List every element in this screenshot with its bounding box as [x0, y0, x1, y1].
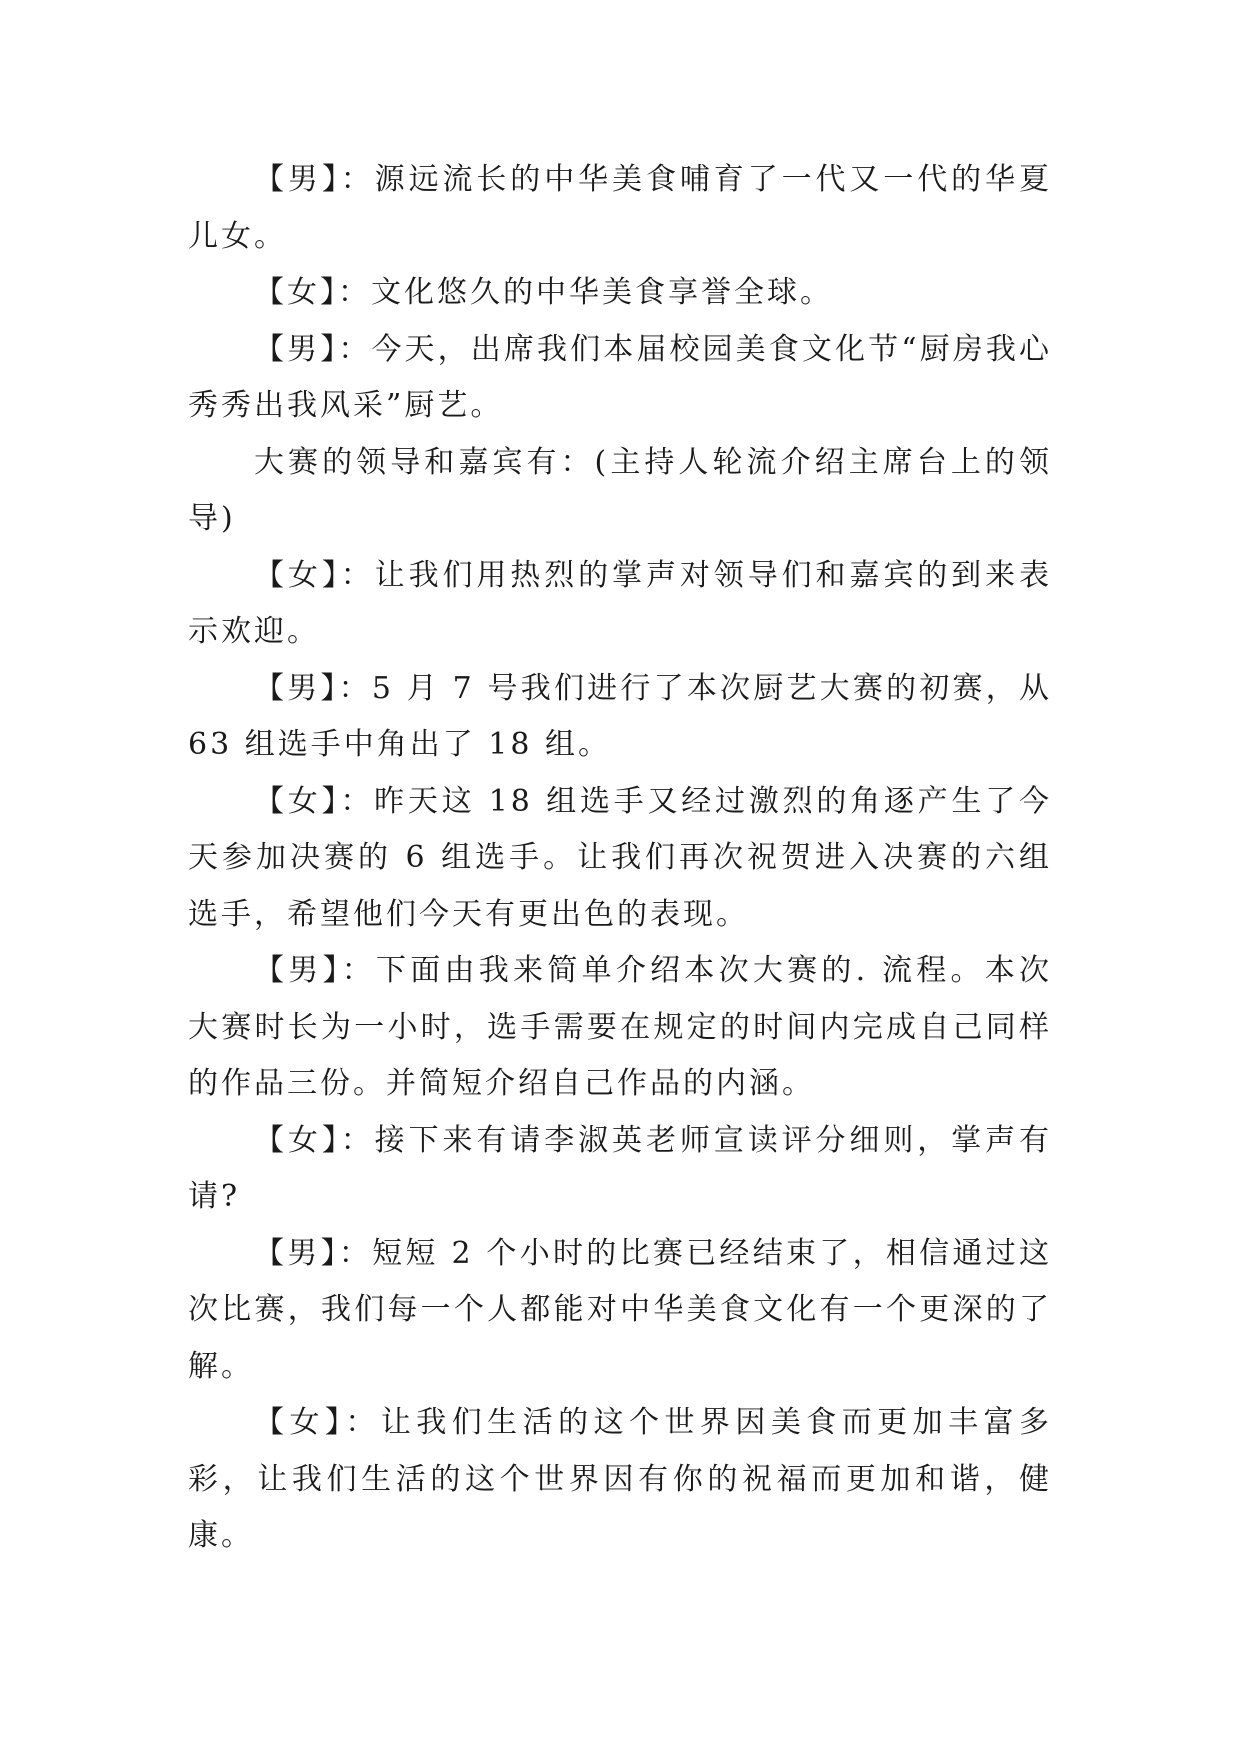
paragraph-10: 【男】：短短 2 个小时的比赛已经结束了，相信通过这次比赛，我们每一个人都能对中华美食文化有一个更深的了解。	[188, 1235, 1052, 1384]
paragraph-11: 【女】：让我们生活的这个世界因美食而更加丰富多彩，让我们生活的这个世界因有你的祝福而更加和谐，健康。	[188, 1405, 1052, 1553]
paragraph-6: 【男】：5 月 7 号我们进行了本次厨艺大赛的初赛，从 63 组选手中角出了 18 组。	[188, 670, 1052, 762]
paragraph-8: 【男】：下面由我来简单介绍本次大赛的. 流程。本次大赛时长为一小时，选手需要在规定的时间内完成自己同样的作品三份。并简短介绍自己作品的内涵。	[188, 953, 1052, 1101]
document-body	[188, 152, 1052, 1565]
paragraph-2: 【女】：文化悠久的中华美食享誉全球。	[254, 275, 833, 310]
paragraph-5: 【女】：让我们用热烈的掌声对领导们和嘉宾的到来表示欢迎。	[188, 557, 1052, 649]
paragraph-7: 【女】：昨天这 18 组选手又经过激烈的角逐产生了今天参加决赛的 6 组选手。让我们再次祝贺进入决赛的六组选手，希望他们今天有更出色的表现。	[188, 783, 1052, 932]
paragraph-3: 【男】：今天，出席我们本届校园美食文化节“厨房我心秀秀出我风采”厨艺。	[188, 331, 1052, 423]
paragraph-1: 【男】：源远流长的中华美食哺育了一代又一代的华夏儿女。	[188, 162, 1052, 254]
paragraph-4: 大赛的领导和嘉宾有：(主持人轮流介绍主席台上的领导)	[188, 444, 1052, 536]
paragraph-9: 【女】：接下来有请李淑英老师宣读评分细则，掌声有请?	[188, 1122, 1052, 1214]
